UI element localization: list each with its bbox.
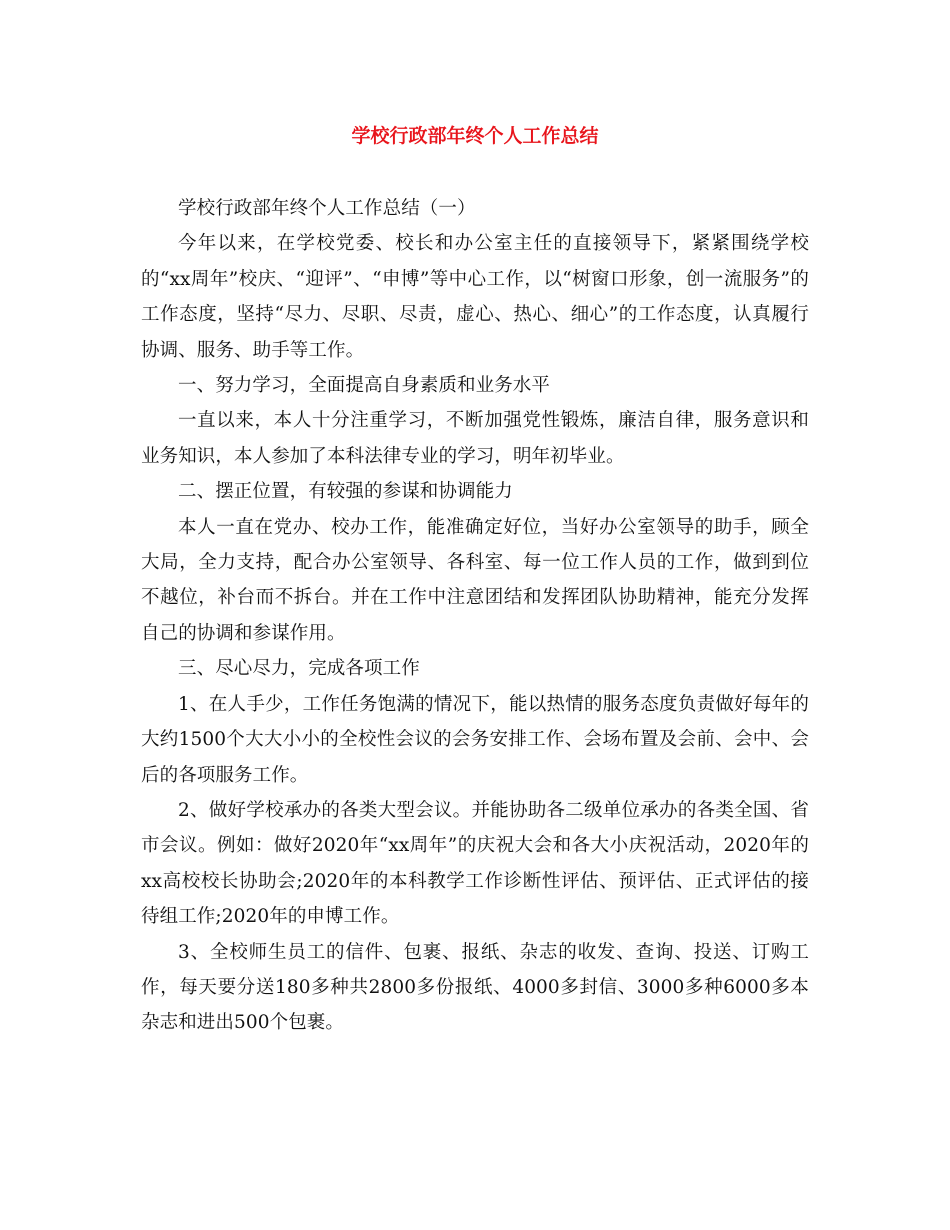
paragraph: 2、做好学校承办的各类大型会议。并能协助各二级单位承办的各类全国、省市会议。例如：做好2020年“xx周年”的庆祝大会和各大小庆祝活动，2020年的xx高校校长协助会;2020年的本科教学工作诊断性评估、预评估、正式评估的接待组工作;2020年的申博工作。	[141, 799, 809, 928]
paragraph: 今年以来，在学校党委、校长和办公室主任的直接领导下，紧紧围绕学校的“xx周年”校庆、“迎评”、“申博”等中心工作，以“树窗口形象，创一流服务”的工作态度，坚持“尽力、尽职、尽责，虚心、热心、细心”的工作态度，认真履行协调、服务、助手等工作。	[141, 233, 809, 361]
paragraph: 学校行政部年终个人工作总结（一）	[178, 198, 476, 219]
section-heading: 一、努力学习，全面提高自身素质和业务水平	[178, 375, 551, 397]
paragraph: 3、全校师生员工的信件、包裹、报纸、杂志的收发、查询、投送、订购工作，每天要分送180多种共2800多份报纸、4000多封信、3000多种6000多本杂志和进出500个包裹。	[141, 941, 809, 1034]
document-body	[141, 191, 809, 1041]
section-heading: 三、尽心尽力，完成各项工作	[178, 658, 420, 680]
paragraph: 1、在人手少，工作任务饱满的情况下，能以热情的服务态度负责做好每年的大约1500个大大小小的全校性会议的会务安排工作、会场布置及会前、会中、会后的各项服务工作。	[141, 693, 809, 786]
document-title: 学校行政部年终个人工作总结	[351, 125, 599, 147]
paragraph: 本人一直在党办、校办工作，能准确定好位，当好办公室领导的助手，顾全大局，全力支持，配合办公室领导、各科室、每一位工作人员的工作，做到到位不越位，补台而不拆台。并在工作中注意团结和发挥团队协助精神，能充分发挥自己的协调和参谋作用。	[141, 516, 809, 644]
section-heading: 二、摆正位置，有较强的参谋和协调能力	[178, 481, 513, 503]
paragraph: 一直以来，本人十分注重学习，不断加强党性锻炼，廉洁自律，服务意识和业务知识，本人参加了本科法律专业的学习，明年初毕业。	[141, 410, 809, 467]
